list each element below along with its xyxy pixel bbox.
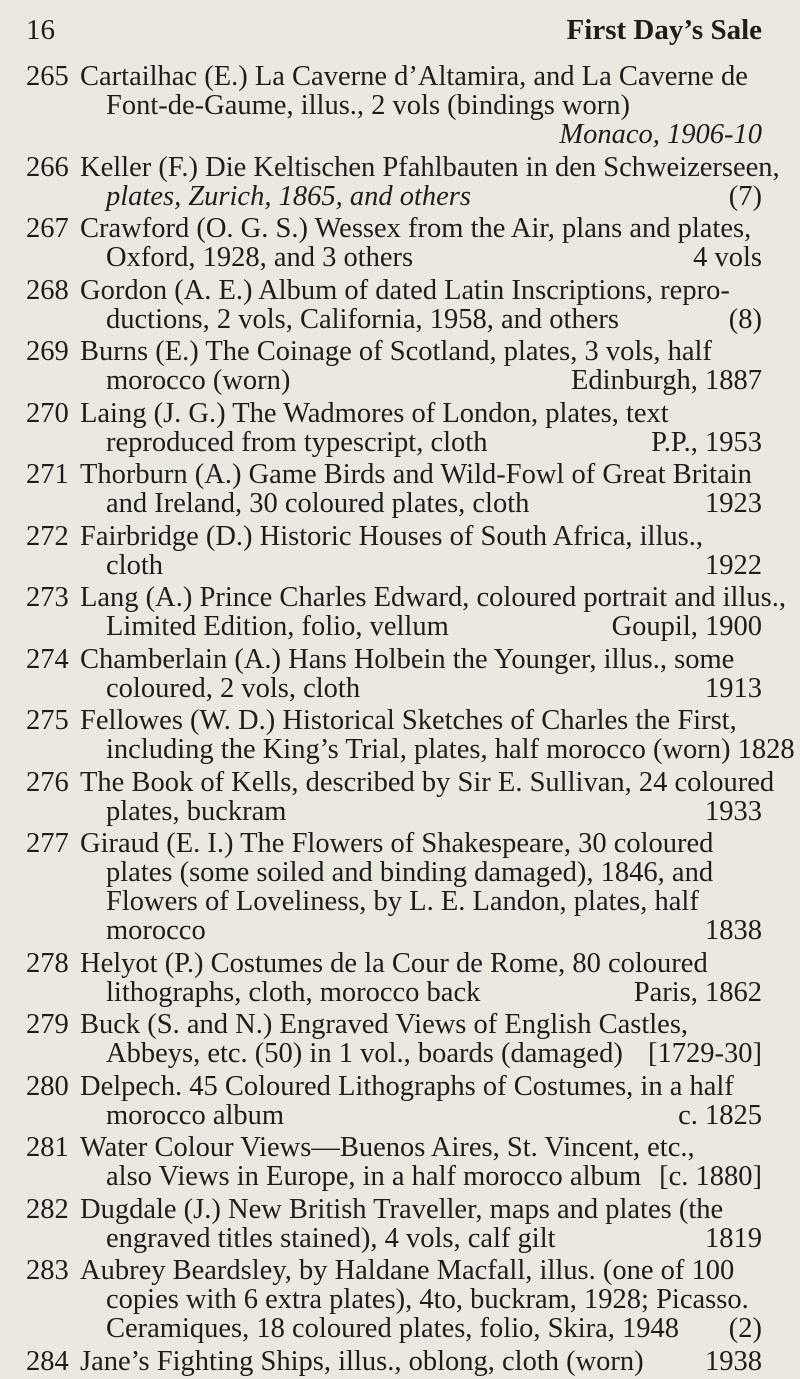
- lot-description: Helyot (P.) Costumes de la Cour de Rome, 80 coloured: [80, 947, 708, 979]
- lot-date: 1819: [705, 1222, 762, 1254]
- lot-description: The Book of Kells, described by Sir E. Sullivan, 24 coloured: [80, 766, 775, 798]
- lot-entry: [26, 1010, 762, 1068]
- page-header: [26, 14, 762, 47]
- lot-line: [80, 1010, 762, 1039]
- lot-line: [80, 62, 762, 91]
- lot-number: 278: [26, 947, 69, 979]
- lot-date: 1838: [705, 915, 762, 946]
- lot-description: Aubrey Beardsley, by Haldane Macfall, illus. (one of 100: [80, 1255, 735, 1286]
- lot-description: Abbeys, etc. (50) in 1 vol., boards (damaged): [106, 1038, 623, 1069]
- lot-entry: [26, 705, 795, 765]
- lot-description: Fellowes (W. D.) Historical Sketches of Charles the First,: [80, 705, 737, 736]
- lot-line: [80, 1072, 762, 1101]
- lot-list: [26, 61, 795, 1379]
- lot-date: 1933: [705, 795, 762, 827]
- lot-description: Flowers of Loveliness, by L. E. Landon, plates, half: [106, 886, 699, 917]
- lot-number: 267: [26, 213, 69, 244]
- lot-entry: [26, 1347, 762, 1376]
- lot-description: copies with 6 extra plates), 4to, buckram, 1928; Picasso.: [106, 1284, 749, 1315]
- lot-line: [80, 182, 762, 211]
- lot-line: [80, 766, 775, 798]
- lot-line: [80, 91, 762, 120]
- lot-date: [c. 1880]: [659, 1161, 762, 1192]
- lot-description: Jane’s Fighting Ships, illus., oblong, cloth (worn): [80, 1345, 644, 1377]
- lot-entry: [26, 645, 762, 703]
- lot-number: 282: [26, 1193, 69, 1225]
- lot-entry: [26, 1256, 762, 1343]
- lot-line: [80, 1101, 762, 1130]
- lot-number: 270: [26, 397, 69, 429]
- lot-description: plates, Zurich, 1865, and others: [106, 180, 471, 212]
- lot-description: Water Colour Views—Buenos Aires, St. Vincent, etc.,: [80, 1132, 695, 1163]
- lot-entry: [26, 949, 762, 1007]
- lot-number: 273: [26, 582, 69, 613]
- lot-number: 277: [26, 828, 69, 859]
- lot-line: [80, 551, 762, 580]
- lot-description: lithographs, cloth, morocco back: [106, 976, 481, 1008]
- lot-number: 275: [26, 705, 69, 736]
- lot-date: (8): [728, 303, 762, 335]
- lot-line: [80, 1133, 762, 1162]
- lot-line: [80, 1195, 762, 1224]
- lot-line: [80, 797, 762, 826]
- lot-description: Dugdale (J.) New British Traveller, maps and plates (the: [80, 1193, 724, 1225]
- lot-date: Monaco, 1906-10: [559, 119, 762, 150]
- lot-line: [80, 460, 762, 489]
- lot-line: [80, 734, 795, 765]
- lot-number: 279: [26, 1009, 69, 1040]
- lot-line: [80, 276, 762, 305]
- lot-description: plates (some soiled and binding damaged), 1846, and: [106, 857, 714, 888]
- lot-description: morocco (worn): [106, 365, 291, 396]
- lot-line: [80, 1039, 762, 1068]
- lot-number: 265: [26, 61, 69, 92]
- lot-date: 1923: [705, 488, 762, 519]
- lot-description: Keller (F.) Die Keltischen Pfahlbauten in den Schweizerseen,: [80, 151, 780, 183]
- lot-line: [80, 1347, 762, 1376]
- lot-entry: [26, 337, 762, 395]
- lot-line: [80, 674, 762, 703]
- lot-description: Cartailhac (E.) La Caverne d’Altamira, and La Caverne de: [80, 61, 748, 92]
- lot-line: [80, 1285, 762, 1314]
- lot-line: [80, 978, 762, 1007]
- lot-line: [80, 399, 762, 428]
- page-number: 16: [26, 14, 55, 46]
- lot-entry: [26, 829, 762, 945]
- lot-entry: [26, 460, 762, 518]
- lot-description: Font-de-Gaume, illus., 2 vols (bindings worn): [106, 90, 631, 121]
- lot-description: Laing (J. G.) The Wadmores of London, plates, text: [80, 397, 669, 429]
- lot-date: Edinburgh, 1887: [570, 365, 762, 396]
- lot-entry: [26, 1195, 762, 1253]
- lot-description: coloured, 2 vols, cloth: [106, 672, 361, 704]
- lot-line: [80, 522, 762, 551]
- lot-number: 280: [26, 1070, 69, 1102]
- lot-number: 271: [26, 459, 69, 490]
- lot-line: [80, 949, 762, 978]
- lot-entry: [26, 522, 762, 580]
- lot-description: Burns (E.) The Coinage of Scotland, plates, 3 vols, half: [80, 336, 712, 367]
- lot-description: Oxford, 1928, and 3 others: [106, 242, 414, 273]
- lot-entry: [26, 766, 775, 827]
- lot-date: (2): [728, 1313, 762, 1344]
- lot-line: [80, 305, 762, 334]
- lot-date: c. 1825: [678, 1099, 762, 1131]
- lot-description: Fairbridge (D.) Historic Houses of South Africa, illus.,: [80, 520, 703, 552]
- lot-number: 281: [26, 1132, 69, 1163]
- lot-line: [80, 120, 762, 149]
- lot-description: also Views in Europe, in a half morocco album: [106, 1161, 642, 1192]
- lot-description: Giraud (E. I.) The Flowers of Shakespeare, 30 coloured: [80, 828, 714, 859]
- lot-number: 269: [26, 336, 69, 367]
- lot-description: engraved titles stained), 4 vols, calf gilt: [106, 1222, 556, 1254]
- lot-entry: [26, 62, 762, 149]
- lot-entry: [26, 151, 780, 212]
- lot-description: Ceramiques, 18 coloured plates, folio, Skira, 1948: [106, 1313, 680, 1344]
- page-title: First Day’s Sale: [566, 14, 762, 46]
- lot-description: morocco album: [106, 1099, 285, 1131]
- lot-number: 268: [26, 274, 69, 306]
- lot-date: 4 vols: [693, 242, 762, 273]
- lot-description: and Ireland, 30 coloured plates, cloth: [106, 488, 530, 519]
- lot-date: P.P., 1953: [651, 426, 762, 458]
- lot-description: Gordon (A. E.) Album of dated Latin Inscriptions, repro-: [80, 274, 730, 306]
- lot-description: Thorburn (A.) Game Birds and Wild-Fowl of Great Britain: [80, 459, 752, 490]
- lot-entry: [26, 399, 762, 457]
- lot-date: 1913: [705, 672, 762, 704]
- lot-entry: [26, 214, 762, 272]
- lot-description: cloth: [106, 549, 163, 581]
- lot-line: [80, 858, 762, 887]
- lot-date: Goupil, 1900: [611, 611, 762, 642]
- lot-description: Limited Edition, folio, vellum: [106, 611, 449, 642]
- lot-entry: [26, 582, 786, 642]
- lot-number: 276: [26, 766, 69, 798]
- lot-line: [80, 916, 762, 945]
- lot-line: [80, 582, 786, 613]
- lot-number: 272: [26, 520, 69, 552]
- lot-description: reproduced from typescript, cloth: [106, 426, 488, 458]
- lot-line: [80, 243, 762, 272]
- lot-line: [80, 612, 762, 641]
- lot-line: [80, 645, 762, 674]
- lot-number: 283: [26, 1255, 69, 1286]
- lot-description: ductions, 2 vols, California, 1958, and others: [106, 303, 619, 335]
- lot-line: [80, 1224, 762, 1253]
- lot-entry: [26, 276, 762, 334]
- lot-description: Delpech. 45 Coloured Lithographs of Costumes, in a half: [80, 1070, 734, 1102]
- lot-number: 284: [26, 1345, 69, 1377]
- lot-entry: [26, 1133, 762, 1191]
- lot-line: [80, 887, 762, 916]
- lot-line: [80, 489, 762, 518]
- lot-date: 1938: [705, 1345, 762, 1377]
- lot-number: 266: [26, 151, 69, 183]
- lot-description: Chamberlain (A.) Hans Holbein the Younger, illus., some: [80, 643, 735, 675]
- lot-line: [80, 214, 762, 243]
- lot-date: (7): [728, 180, 762, 212]
- lot-description: Lang (A.) Prince Charles Edward, coloured portrait and illus.,: [80, 582, 786, 613]
- lot-description: plates, buckram: [106, 795, 287, 827]
- lot-date: 1922: [705, 549, 762, 581]
- lot-description: Buck (S. and N.) Engraved Views of English Castles,: [80, 1009, 689, 1040]
- lot-line: [80, 829, 762, 858]
- lot-line: [80, 706, 762, 735]
- lot-date: [1729-30]: [648, 1038, 762, 1069]
- lot-line: [80, 1256, 762, 1285]
- lot-line: [80, 337, 762, 366]
- lot-description: morocco: [106, 915, 206, 946]
- lot-date: Paris, 1862: [633, 976, 762, 1008]
- lot-entry: [26, 1072, 762, 1130]
- lot-number: 274: [26, 643, 69, 675]
- lot-line: [80, 151, 780, 183]
- lot-line: [80, 1162, 762, 1191]
- lot-description: Crawford (O. G. S.) Wessex from the Air, plans and plates,: [80, 213, 752, 244]
- lot-line: [80, 366, 762, 395]
- lot-description: including the King’s Trial, plates, half morocco (worn) 1828: [106, 734, 795, 765]
- lot-line: [80, 428, 762, 457]
